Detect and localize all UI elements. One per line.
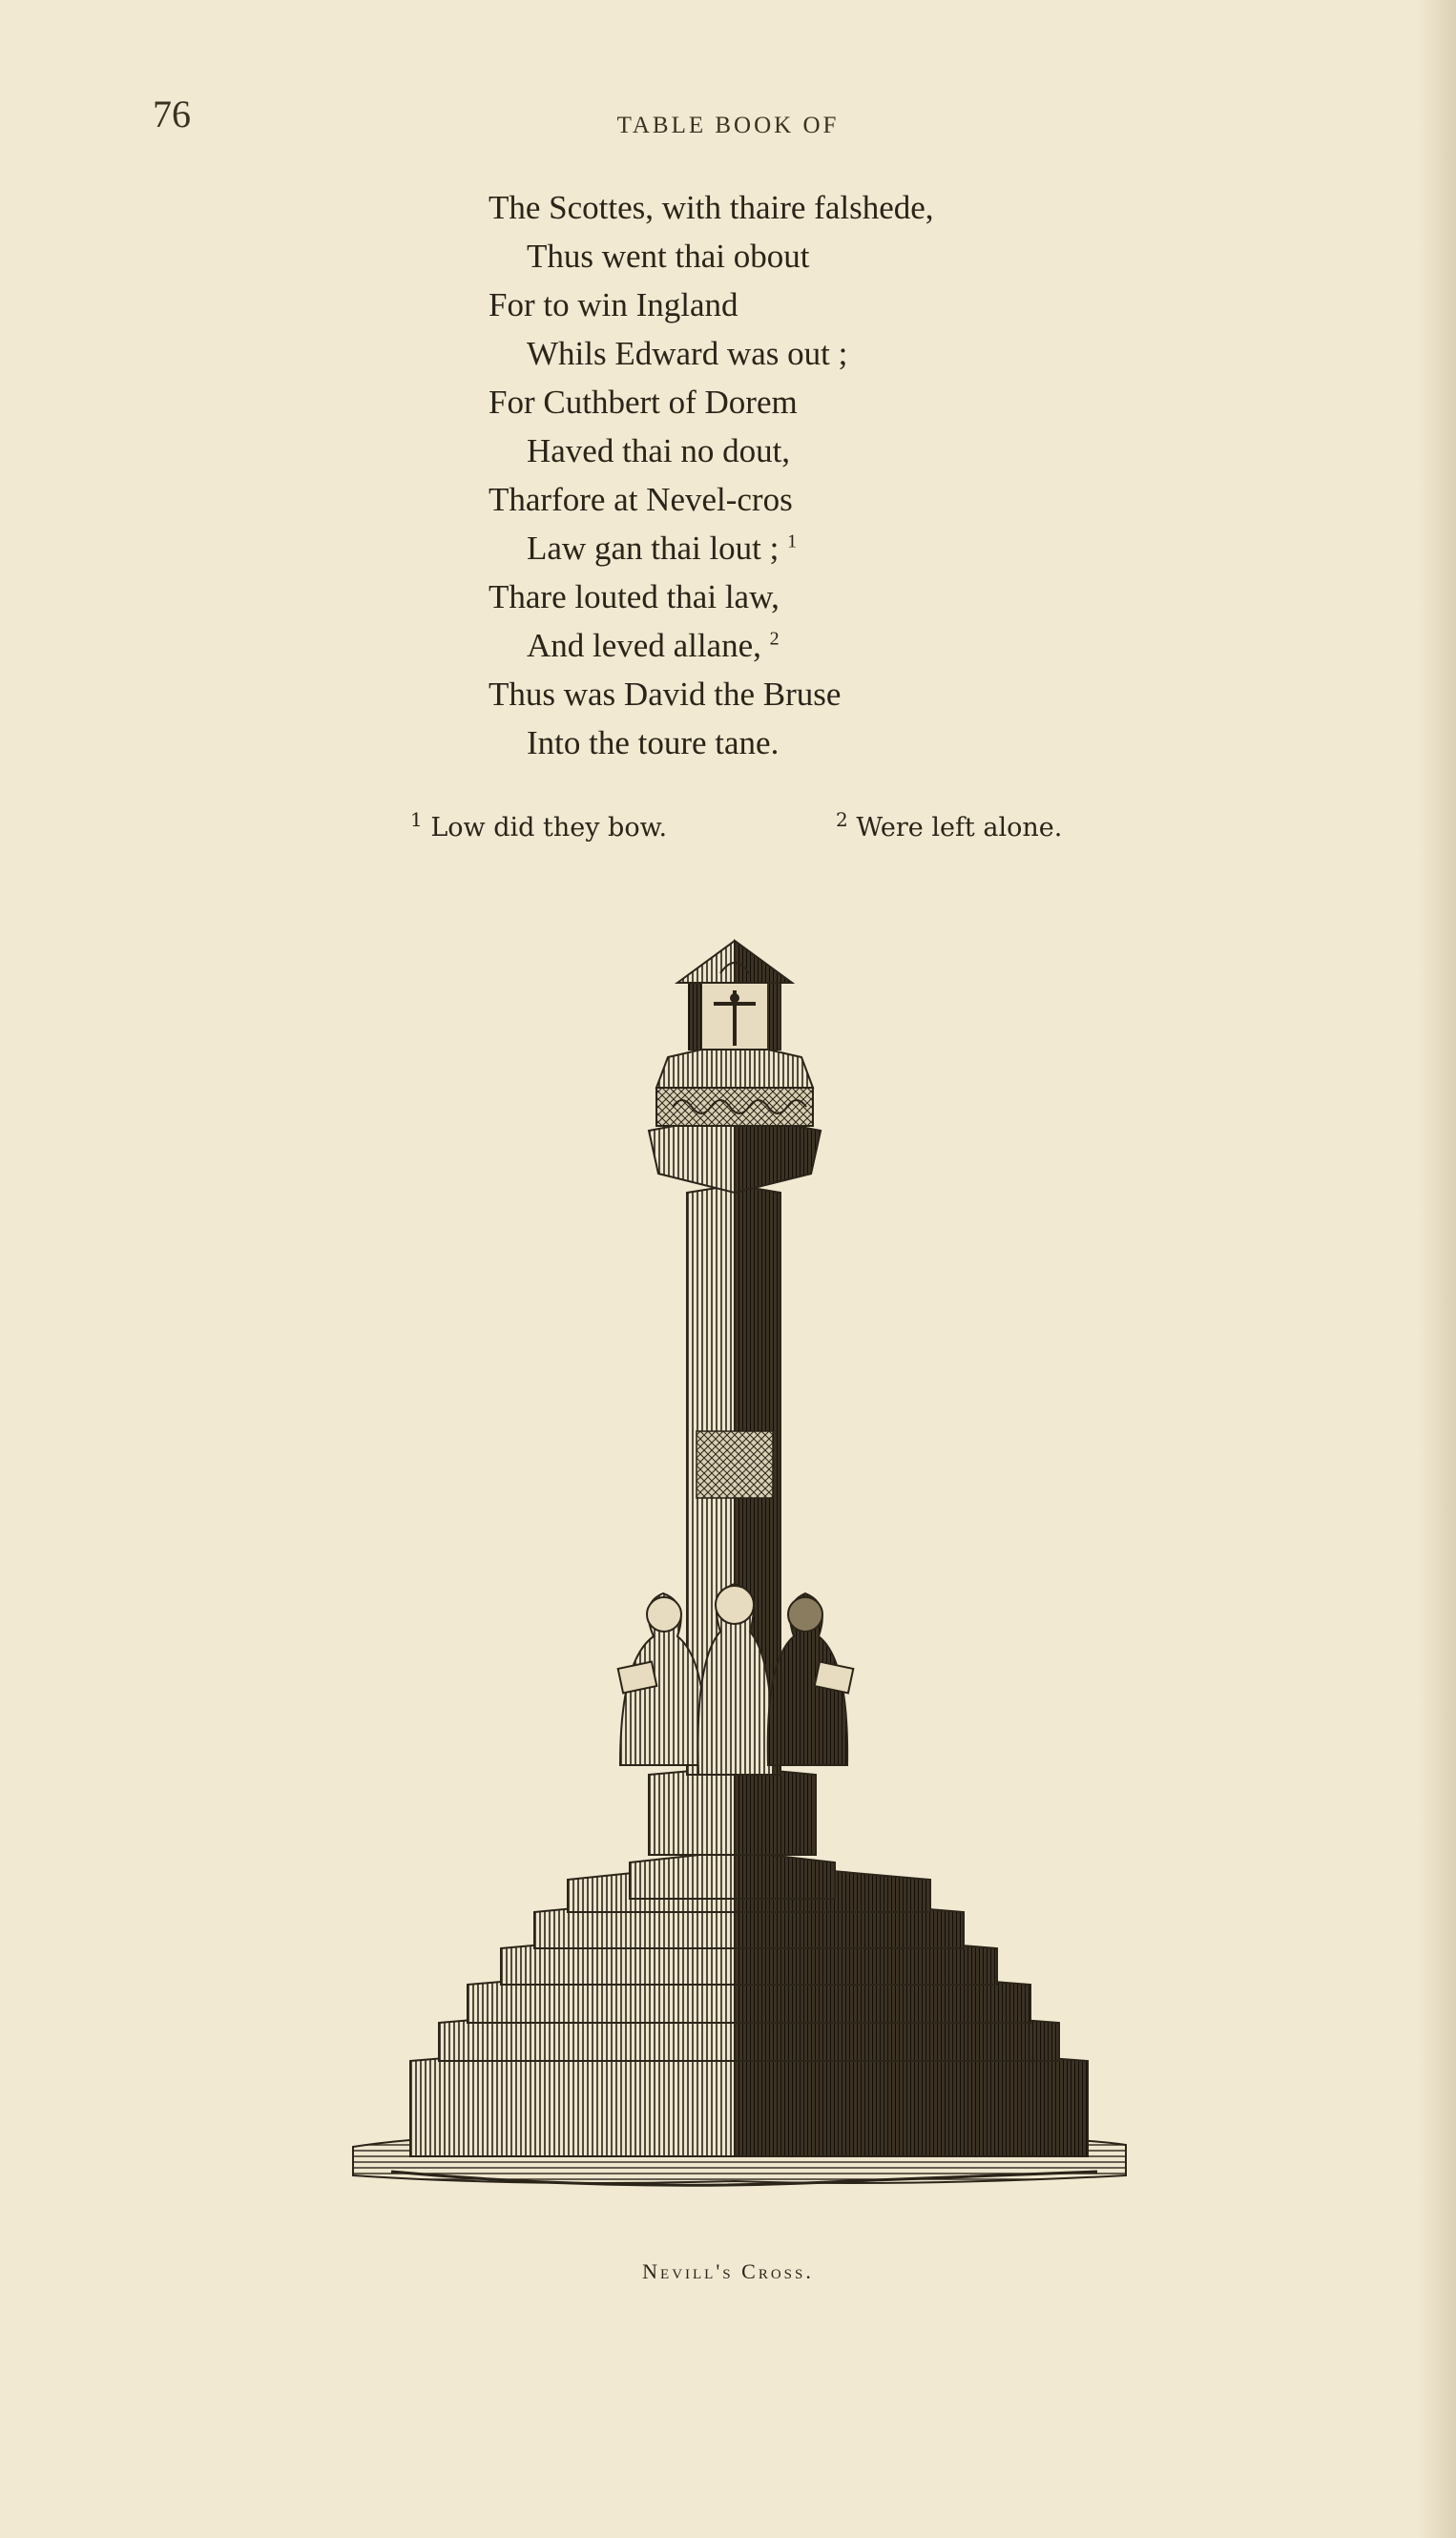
stepped-base [410, 1862, 1088, 2156]
plinth [630, 1767, 835, 1899]
page-edge-shadow [1418, 0, 1456, 2538]
poem-line: Thare louted thai law, [489, 578, 780, 615]
poem-line: For Cuthbert of Dorem [489, 384, 798, 421]
capital [649, 1042, 821, 1193]
poem-line: Law gan thai lout ; $^1$ [527, 530, 798, 567]
poem [489, 183, 934, 767]
lantern-head [677, 941, 792, 1050]
nevills-cross-illustration [334, 935, 1135, 2204]
poem-line: Whils Edward was out ; [527, 335, 848, 372]
cross-engraving [334, 935, 1135, 2204]
running-head: TABLE BOOK OF [616, 113, 840, 138]
footnotes [0, 808, 1456, 851]
poem-line: And leved allane, $^2$ [527, 627, 780, 664]
poem-line: Thus was David the Bruse [489, 676, 842, 713]
footnote-marker: 2 [769, 628, 780, 650]
carved-figures [618, 1584, 854, 1775]
footnote-1: $^1$ Low did they bow. [410, 808, 668, 843]
poem-line: Into the toure tane. [527, 724, 780, 761]
page-number: 76 [153, 93, 191, 135]
figure-caption: Nevill's Cross. [642, 2259, 814, 2283]
footnote-2: $^2$ Were left alone. [836, 808, 1063, 843]
poem-line: Thus went thai obout [527, 238, 810, 275]
poem-line: Tharfore at Nevel-cros [489, 481, 793, 518]
poem-line: For to win Ingland [489, 286, 738, 323]
poem-line: Haved thai no dout, [527, 432, 791, 469]
poem-line: The Scottes, with thaire falshede, [489, 189, 934, 226]
footnote-marker: 1 [787, 530, 798, 552]
